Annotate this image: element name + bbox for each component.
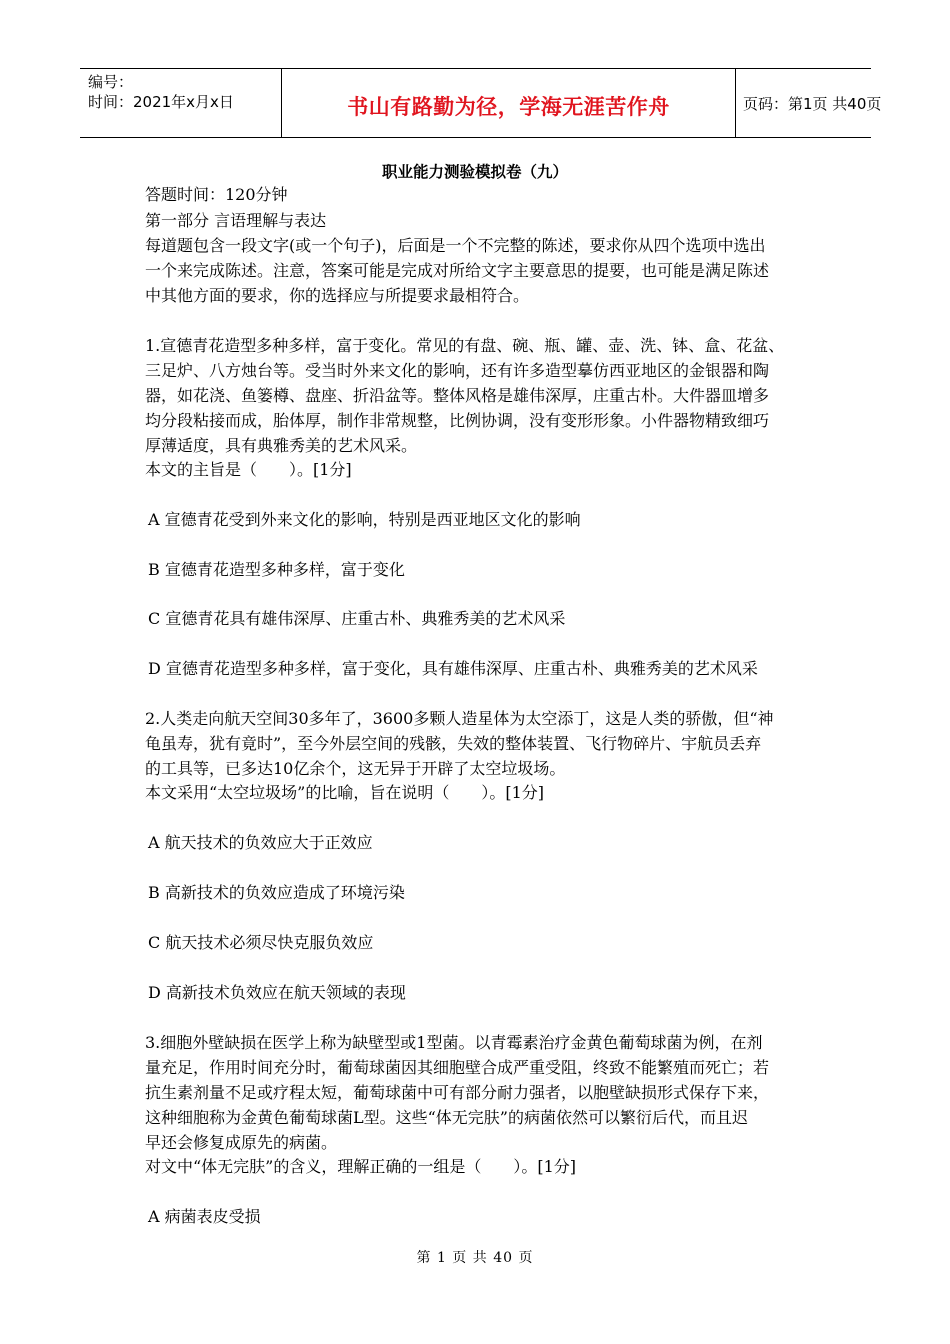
question-1-text: 器，如花浇、鱼篓樽、盘座、折沿盆等。整体风格是雄伟深厚，庄重古朴。大件器皿增多 — [145, 386, 770, 405]
header-right-cell — [735, 69, 882, 137]
question-3-text: 抗生素剂量不足或疗程太短，葡萄球菌中可有部分耐力强者，以胞壁缺损形式保存下来， — [145, 1083, 770, 1102]
page-footer: 第 1 页 共 40 页 — [416, 1250, 534, 1266]
question-1-text: 三足炉、八方烛台等。受当时外来文化的影响，还有许多造型摹仿西亚地区的金银器和陶 — [145, 361, 770, 380]
question-2-option-c[interactable]: C 航天技术必须尽快克服负效应 — [148, 933, 374, 952]
page-header — [80, 68, 882, 138]
header-left-cell — [80, 69, 280, 137]
question-2-prompt: 本文采用“太空垃圾场”的比喻，旨在说明（ ）。[1分] — [145, 783, 545, 802]
question-3-option-a[interactable]: A 病菌表皮受损 — [148, 1207, 261, 1226]
question-3-prompt: 对文中“体无完肤”的含义，理解正确的一组是（ ）。[1分] — [145, 1157, 577, 1176]
question-1-option-d[interactable]: D 宣德青花造型多种多样，富于变化，具有雄伟深厚、庄重古朴、典雅秀美的艺术风采 — [148, 659, 758, 678]
question-2-text: 龟虽寿，犹有竟时”，至今外层空间的残骸，失效的整体装置、飞行物碎片、宇航员丢弃 — [145, 734, 762, 753]
document-number-label: 编号： — [88, 73, 134, 91]
question-1-text: 1.宣德青花造型多种多样，富于变化。常见的有盘、碗、瓶、罐、壶、洗、钵、盒、花盆、 — [145, 336, 785, 355]
part-heading: 第一部分 言语理解与表达 — [145, 211, 327, 230]
document-date-label: 时间：2021年x月x日 — [88, 93, 234, 111]
question-2-option-d[interactable]: D 高新技术负效应在航天领域的表现 — [148, 983, 406, 1002]
instruction-line: 中其他方面的要求，你的选择应与所提要求最相符合。 — [145, 286, 530, 305]
question-1-text: 厚薄适度，具有典雅秀美的艺术风采。 — [145, 436, 418, 455]
header-motto: 书山有路勤为径，学海无涯苦作舟 — [347, 95, 670, 119]
question-3-text: 3.细胞外壁缺损在医学上称为缺壁型或1型菌。以青霉素治疗金黄色葡萄球菌为例，在剂 — [145, 1033, 763, 1052]
question-1-option-b[interactable]: B 宣德青花造型多种多样，富于变化 — [148, 560, 405, 579]
question-3-text: 这种细胞称为金黄色葡萄球菌L型。这些“体无完肤”的病菌依然可以繁衍后代，而且迟 — [145, 1108, 748, 1127]
question-2-text: 2.人类走向航天空间30多年了，3600多颗人造星体为太空添丁，这是人类的骄傲，但“神 — [145, 709, 774, 728]
question-1-option-c[interactable]: C 宣德青花具有雄伟深厚、庄重古朴、典雅秀美的艺术风采 — [148, 609, 566, 628]
header-motto-cell — [281, 69, 736, 137]
question-1-option-a[interactable]: A 宣德青花受到外来文化的影响，特别是西亚地区文化的影响 — [148, 510, 581, 529]
question-1-text: 均分段粘接而成，胎体厚，制作非常规整，比例协调，没有变形形象。小件器物精致细巧 — [145, 411, 770, 430]
instruction-line: 一个来完成陈述。注意，答案可能是完成对所给文字主要意思的提要，也可能是满足陈述 — [145, 261, 770, 280]
question-3-text: 早还会修复成原先的病菌。 — [145, 1133, 338, 1152]
answer-time: 答题时间：120分钟 — [145, 185, 288, 204]
question-2-option-b[interactable]: B 高新技术的负效应造成了环境污染 — [148, 883, 405, 902]
question-2-option-a[interactable]: A 航天技术的负效应大于正效应 — [148, 833, 373, 852]
question-3-text: 量充足，作用时间充分时，葡萄球菌因其细胞壁合成严重受阻，终致不能繁殖而死亡；若 — [145, 1058, 770, 1077]
instruction-line: 每道题包含一段文字(或一个句子)，后面是一个不完整的陈述，要求你从四个选项中选出 — [145, 236, 766, 255]
question-2-text: 的工具等，已多达10亿余个，这无异于开辟了太空垃圾场。 — [145, 759, 566, 778]
header-page-code: 页码：第1页 共40页 — [743, 95, 882, 113]
question-1-prompt: 本文的主旨是（ ）。[1分] — [145, 460, 352, 479]
document-title: 职业能力测验模拟卷（九） — [381, 162, 568, 181]
